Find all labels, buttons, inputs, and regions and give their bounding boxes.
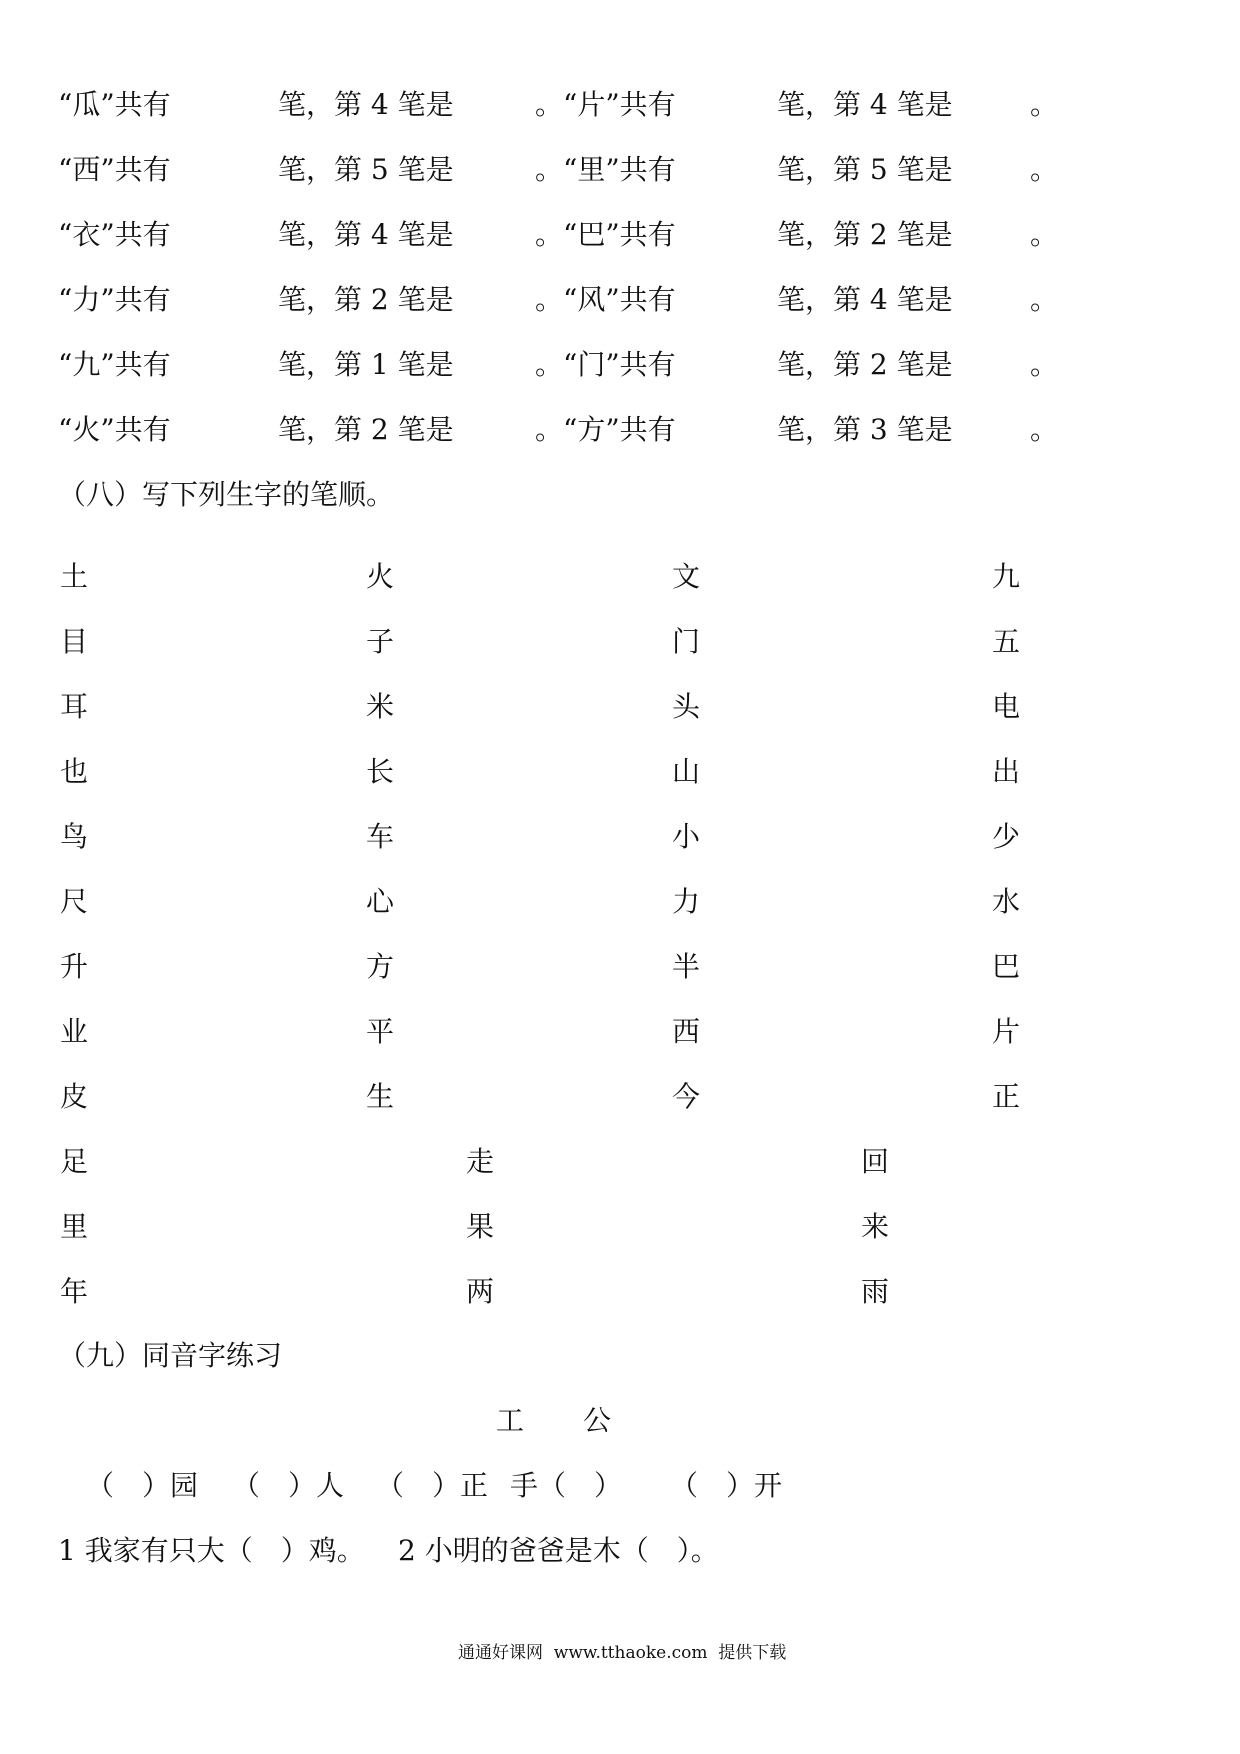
stroke-question-right: 。“巴”共有: [535, 218, 676, 251]
stroke-question-left: “衣”共有: [58, 218, 171, 251]
stroke-question-right-mid: 笔，第 4 笔是: [777, 88, 953, 121]
practice-char: 方: [366, 950, 395, 983]
practice-char: 力: [672, 885, 701, 918]
practice-char: 心: [366, 885, 395, 918]
stroke-question-mid: 笔，第 4 笔是: [278, 218, 454, 251]
practice-char: 回: [861, 1145, 890, 1178]
practice-char: 今: [672, 1080, 701, 1113]
homophone-char: 工: [496, 1404, 525, 1437]
practice-char: 正: [992, 1080, 1021, 1113]
stroke-question-end: 。: [1030, 348, 1059, 381]
practice-char: 平: [366, 1015, 395, 1048]
practice-char: 升: [60, 950, 89, 983]
stroke-question-right: 。“方”共有: [535, 413, 676, 446]
stroke-question-end: 。: [1030, 88, 1059, 121]
stroke-question-right: 。“门”共有: [535, 348, 676, 381]
stroke-question-end: 。: [1030, 153, 1059, 186]
practice-char: 片: [992, 1015, 1021, 1048]
practice-char: 皮: [60, 1080, 89, 1113]
practice-char: 少: [992, 820, 1021, 853]
fill-blank-item: （ ）开: [670, 1469, 783, 1502]
stroke-question-right: 。“片”共有: [535, 88, 676, 121]
stroke-question-left: “西”共有: [58, 153, 171, 186]
fill-blank-item: 手（ ）: [510, 1469, 623, 1502]
practice-char: 鸟: [60, 820, 89, 853]
stroke-question-end: 。: [1030, 218, 1059, 251]
stroke-question-mid: 笔，第 1 笔是: [278, 348, 454, 381]
practice-char: 九: [992, 560, 1021, 593]
practice-char: 门: [672, 625, 701, 658]
practice-char: 耳: [60, 690, 89, 723]
practice-char: 车: [366, 820, 395, 853]
stroke-question-right: 。“风”共有: [535, 283, 676, 316]
section-8-title: （八）写下列生字的笔顺。: [58, 478, 395, 511]
practice-char: 生: [366, 1080, 395, 1113]
practice-char: 巴: [992, 950, 1021, 983]
fill-blank-item: （ ）人: [232, 1469, 345, 1502]
practice-char: 年: [60, 1275, 89, 1308]
practice-char: 两: [466, 1275, 495, 1308]
practice-char: 长: [366, 755, 395, 788]
practice-char: 电: [992, 690, 1021, 723]
stroke-question-right-mid: 笔，第 2 笔是: [777, 348, 953, 381]
stroke-question-mid: 笔，第 2 笔是: [278, 283, 454, 316]
practice-char: 水: [992, 885, 1021, 918]
stroke-question-left: “九”共有: [58, 348, 171, 381]
stroke-question-right-mid: 笔，第 3 笔是: [777, 413, 953, 446]
section-9-title: （九）同音字练习: [58, 1339, 283, 1372]
homophone-char: 公: [583, 1404, 612, 1437]
stroke-question-right-mid: 笔，第 2 笔是: [777, 218, 953, 251]
practice-char: 子: [366, 625, 395, 658]
practice-char: 也: [60, 755, 89, 788]
fill-blank-item: （ ）园: [86, 1469, 199, 1502]
practice-char: 米: [366, 690, 395, 723]
practice-char: 出: [992, 755, 1021, 788]
stroke-question-right-mid: 笔，第 4 笔是: [777, 283, 953, 316]
stroke-question-mid: 笔，第 5 笔是: [278, 153, 454, 186]
footer-credit: 通通好课网 www.tthaoke.com 提供下载: [458, 1643, 787, 1663]
sentence-2: 2 小明的爸爸是木（ ）。: [398, 1534, 719, 1567]
practice-char: 半: [672, 950, 701, 983]
practice-char: 来: [861, 1210, 890, 1243]
stroke-question-left: “力”共有: [58, 283, 171, 316]
practice-char: 业: [60, 1015, 89, 1048]
practice-char: 山: [672, 755, 701, 788]
fill-blank-item: （ ）正: [376, 1469, 489, 1502]
stroke-question-left: “火”共有: [58, 413, 171, 446]
practice-char: 雨: [861, 1275, 890, 1308]
practice-char: 尺: [60, 885, 89, 918]
stroke-question-right-mid: 笔，第 5 笔是: [777, 153, 953, 186]
practice-char: 里: [60, 1210, 89, 1243]
stroke-question-mid: 笔，第 4 笔是: [278, 88, 454, 121]
practice-char: 头: [672, 690, 701, 723]
practice-char: 文: [672, 560, 701, 593]
stroke-question-mid: 笔，第 2 笔是: [278, 413, 454, 446]
stroke-question-left: “瓜”共有: [58, 88, 171, 121]
sentence-1: 1 我家有只大（ ）鸡。: [58, 1534, 365, 1567]
practice-char: 目: [60, 625, 89, 658]
practice-char: 果: [466, 1210, 495, 1243]
practice-char: 火: [366, 560, 395, 593]
practice-char: 小: [672, 820, 701, 853]
practice-char: 西: [672, 1015, 701, 1048]
practice-char: 走: [466, 1145, 495, 1178]
practice-char: 土: [60, 560, 89, 593]
practice-char: 足: [60, 1145, 89, 1178]
stroke-question-right: 。“里”共有: [535, 153, 676, 186]
stroke-question-end: 。: [1030, 283, 1059, 316]
stroke-question-end: 。: [1030, 413, 1059, 446]
practice-char: 五: [992, 625, 1021, 658]
